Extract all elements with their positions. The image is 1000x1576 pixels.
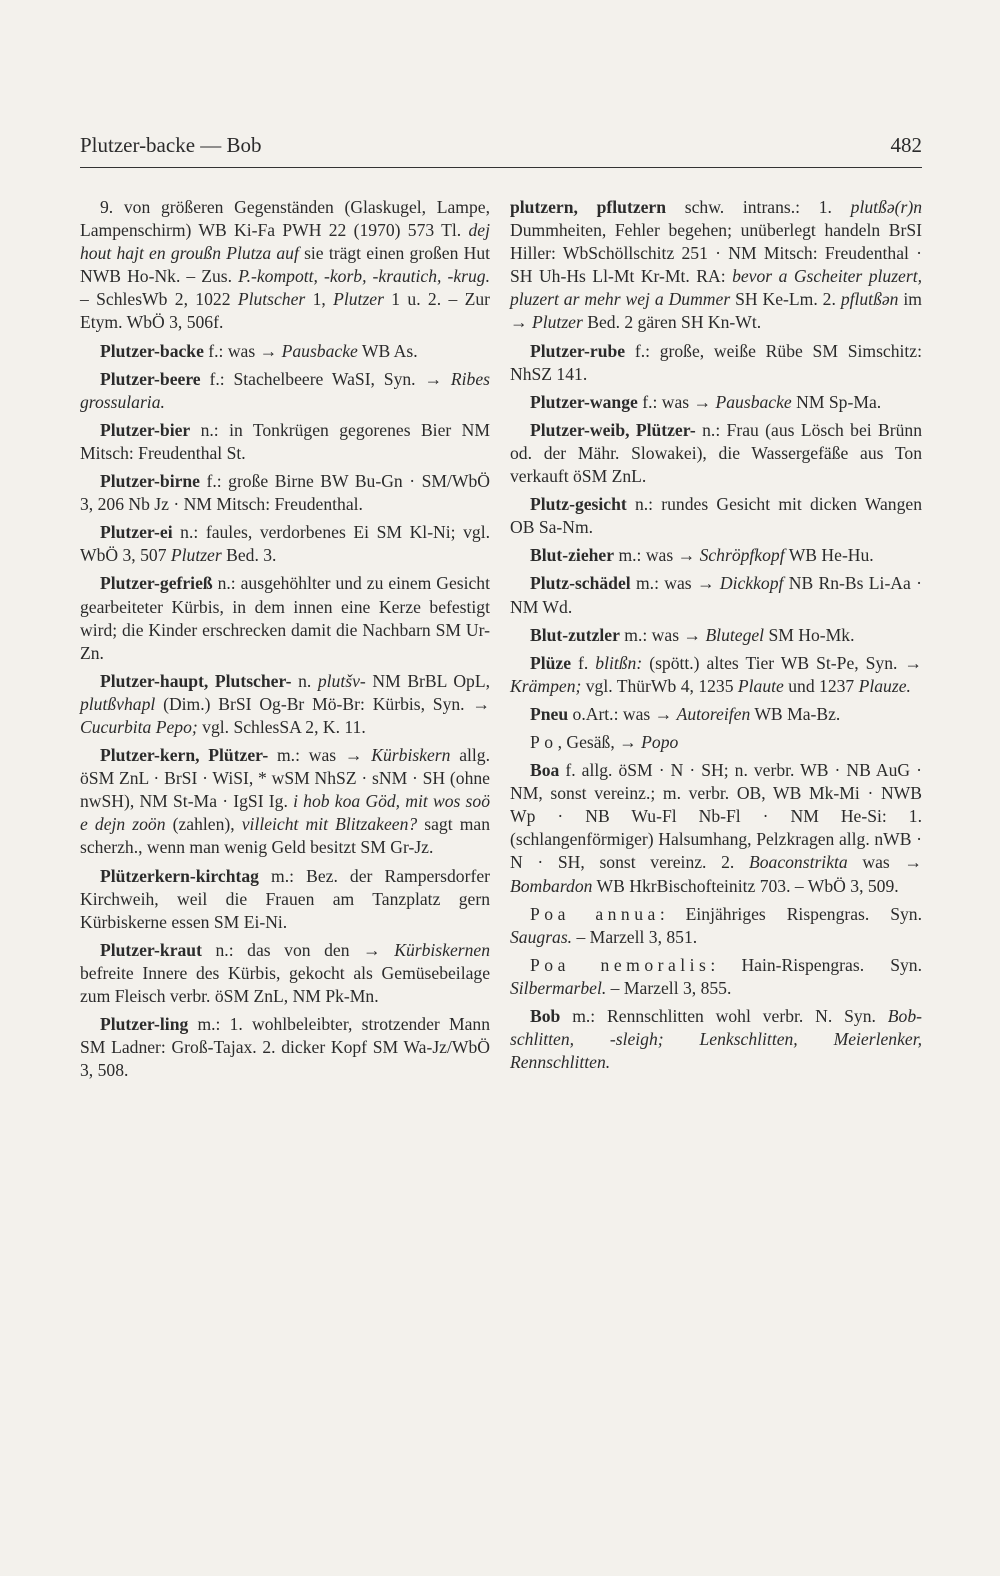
entry-italic-text: Plaute — [737, 675, 784, 696]
dictionary-entry — [510, 196, 922, 335]
entry-italic-text: Krämpen; — [510, 675, 582, 696]
entry-text: (Dim.) BrSI Og-Br Mö-Br: Kürbis, Syn. → — [155, 693, 490, 714]
running-header — [80, 133, 922, 168]
entry-text: f.: was → — [637, 391, 716, 412]
dictionary-entry — [80, 865, 490, 934]
entry-italic-text: Plutzer — [170, 545, 222, 566]
entry-italic-text: dej hout hajt en groußn Plutza auf — [80, 220, 490, 264]
entry-italic-text: Kürbiskern — [371, 745, 451, 766]
entry-headword: Plüze — [530, 652, 572, 673]
entry-text: WB He-Hu. — [784, 545, 874, 566]
entry-headword: Plutz-schädel — [530, 573, 631, 594]
dictionary-entry — [80, 521, 490, 567]
entry-text: m.: Rennschlitten wohl verbr. N. Syn. — [560, 1006, 888, 1026]
entry-text: befreite Innere des Kürbis, gekocht als Gemüsebeilage zum Fleisch verbr. öSM ZnL, NM Pk-Mn. — [80, 962, 490, 1006]
dictionary-entry — [80, 470, 490, 516]
dictionary-entry — [510, 903, 922, 949]
entry-text: f. — [571, 652, 596, 673]
entry-headword: Plutz-gesicht — [530, 494, 627, 515]
dictionary-entry — [510, 624, 922, 647]
entry-italic-text: bevor a Gscheiter pluzert, pluzert ar mehr wej a Dummer — [510, 266, 922, 310]
entry-italic-text: Bob-schlitten, -sleigh; Lenkschlitten, Meierlenker, Rennschlitten. — [510, 1006, 922, 1073]
entry-italic-text: Schröpfkopf — [699, 545, 785, 566]
entry-text: Poa nemoralis — [530, 954, 711, 975]
dictionary-entry — [80, 368, 490, 414]
entry-text: – Marzell 3, 855. — [606, 977, 732, 998]
entry-italic-text: Pausbacke — [281, 340, 358, 361]
entry-text: was → — [847, 852, 922, 873]
entry-italic-text: Saugras. — [510, 926, 573, 947]
entry-headword: Plutzer-beere — [100, 368, 201, 389]
dictionary-entry — [510, 652, 922, 698]
dictionary-entry — [510, 419, 922, 488]
entry-headword: plutzern, pflutzern — [510, 197, 667, 217]
right-column — [510, 196, 922, 1079]
dictionary-entry — [510, 544, 922, 567]
dictionary-entry — [510, 391, 922, 414]
entry-headword: Blut-zutzler — [530, 624, 620, 645]
entry-headword: Blut-zieher — [530, 545, 615, 566]
entry-text: NM BrBL OpL, — [365, 670, 490, 691]
entry-headword: Pneu — [530, 703, 569, 724]
entry-text: o.Art.: was → — [568, 703, 677, 724]
entry-text: WB As. — [357, 340, 418, 361]
dictionary-entry — [510, 703, 922, 726]
entry-headword: Plutzer-kern, Plützer- — [100, 745, 269, 766]
entry-headword: Plutzer-backe — [100, 340, 204, 361]
entry-text: allg. öSM ZnL · BrSI · WiSI, * wSM NhSZ · sNM · SH (ohne nwSH), NM St-Ma · IgSI Ig. — [80, 745, 490, 812]
entry-text: 9. von größeren Gegenständen (Glaskugel, Lampe, Lampenschirm) WB Ki-Fa PWH 22 (1970) 573 Tl. — [80, 197, 490, 241]
entry-italic-text: blitßn: — [595, 652, 643, 673]
entry-text: : Einjähriges Rispengras. Syn. — [659, 903, 922, 924]
entry-headword: Plützerkern-kirchtag — [100, 865, 259, 886]
entry-headword: Plutzer-wange — [530, 391, 638, 412]
entry-text: (spött.) altes Tier WB St-Pe, Syn. → — [642, 652, 922, 673]
entry-italic-text: Dickkopf — [719, 573, 784, 594]
entry-text: SH Ke-Lm. 2. — [730, 289, 841, 310]
entry-italic-text: Silbermarbel. — [510, 977, 607, 998]
entry-text: – Marzell 3, 851. — [572, 926, 698, 947]
entry-headword: Plutzer-ling — [100, 1014, 189, 1035]
entry-headword: Plutzer-haupt, Plutscher- — [100, 670, 292, 691]
entry-italic-text: Popo — [641, 731, 679, 752]
entry-text: f.: was → — [203, 340, 282, 361]
entry-italic-text: Plutzer — [532, 312, 583, 333]
entry-italic-text: Plauze. — [858, 675, 911, 696]
dictionary-entry — [510, 954, 922, 1000]
entry-italic-text: pflutßən — [840, 289, 899, 310]
entry-italic-text: Pausbacke — [715, 391, 792, 412]
entry-text: m.: was → — [619, 624, 706, 645]
entry-italic-text: villeicht mit Blitzakeen? — [241, 814, 418, 835]
entry-headword: Plutzer-rube — [530, 340, 626, 361]
entry-text: f. allg. öSM · N · SH; n. verbr. WB · NB AuG · NM, sonst vereinz.; m. verbr. OB, WB Mk-Mi · NWB Wp · NB Wu-Fl Nb-Fl · NM He-Si: 1. (schlangenförmiger) Halsumhang, Pelzkragen allg. nWB · N · SH, sonst vereinz. 2. — [510, 760, 922, 873]
dictionary-entry — [80, 744, 490, 859]
entry-italic-text: Autoreifen — [676, 703, 751, 724]
entry-text: m.: Bez. der Rampersdorfer Kirchweih, weil die Frauen am Tanzplatz gern Kürbiskerne essen SM Ei-Ni. — [80, 865, 490, 932]
entry-text: vgl. ThürWb 4, 1235 — [581, 675, 738, 696]
entry-text: sie trägt einen großen Hut NWB Ho-Nk. – Zus. — [80, 243, 490, 287]
entry-text: und 1237 — [783, 675, 859, 696]
entry-italic-text: plutßə(r)n — [850, 197, 922, 217]
dictionary-entry — [80, 572, 490, 664]
entry-text: (zahlen), — [165, 814, 242, 835]
entry-italic-text: P.-kompott, -korb, -krautich, -krug. — [238, 266, 490, 287]
entry-text: WB Ma-Bz. — [750, 703, 841, 724]
running-title: Plutzer-backe — Bob — [80, 133, 262, 157]
entry-text: n.: ausgehöhlter und zu einem Gesicht gearbeiteter Kürbis, in dem innen eine Kerze befestigt wird; die Kinder erschrecken damit die Nachbarn SM Ur-Zn. — [80, 573, 490, 663]
entry-text: n. — [291, 670, 318, 691]
page-number: 482 — [890, 133, 922, 157]
entry-text: f.: große Birne BW Bu-Gn · SM/WbÖ 3, 206 Nb Jz · NM Mitsch: Freudenthal. — [80, 471, 490, 515]
entry-text: NB Rn-Bs Li-Aa · NM Wd. — [510, 573, 922, 617]
entry-text: n.: in Tonkrügen gegorenes Bier NM Mitsch: Freudenthal St. — [80, 419, 490, 463]
entry-headword: Plutzer-birne — [100, 471, 200, 492]
dictionary-entry — [510, 1005, 922, 1074]
entry-italic-text: Plutzer — [333, 289, 384, 310]
dictionary-entry — [510, 572, 922, 618]
entry-text: m.: was → — [630, 573, 720, 594]
entry-text: Po — [530, 731, 558, 752]
entry-text: n.: rundes Gesicht mit dicken Wangen OB Sa-Nm. — [510, 494, 922, 538]
dictionary-entry — [510, 493, 922, 539]
entry-italic-text: Plutscher — [237, 289, 306, 310]
entry-text: f.: große, weiße Rübe SM Simschitz: NhSZ 141. — [510, 340, 922, 384]
entry-headword: Plutzer-kraut — [100, 939, 202, 960]
entry-italic-text: Boaconstrikta — [748, 852, 848, 873]
entry-text: , Gesäß, → — [557, 731, 642, 752]
dictionary-entry — [80, 939, 490, 1008]
entry-text: : Hain-Rispengras. Syn. — [710, 954, 923, 975]
entry-italic-text: Cucurbita Pepo; — [80, 716, 198, 737]
entry-text: m.: 1. wohlbeleibter, strotzender Mann SM Ladner: Groß-Tajax. 2. dicker Kopf SM Wa-Jz/WbÖ 3, 508. — [80, 1014, 490, 1081]
entry-italic-text: Ribes grossularia. — [80, 368, 490, 412]
dictionary-entry — [510, 731, 922, 754]
entry-headword: Plutzer-ei — [100, 522, 173, 543]
entry-text: schw. intrans.: 1. — [666, 197, 851, 217]
dictionary-entry — [80, 670, 490, 739]
entry-text: SM Ho-Mk. — [764, 624, 855, 645]
dictionary-entry — [80, 196, 490, 335]
entry-text: Poa annua — [530, 903, 660, 924]
entry-text: n.: Frau (aus Lösch bei Brünn od. der Mähr. Slowakei), die Wassergefäße aus Ton verkauft öSM ZnL. — [510, 419, 922, 487]
entry-headword: Boa — [530, 760, 560, 781]
entry-italic-text: i hob koa Göd, mit wos soö e dejn zoön — [80, 791, 491, 835]
dictionary-entry — [80, 1013, 490, 1082]
entry-text: NM Sp-Ma. — [791, 391, 882, 412]
dictionary-entry — [80, 340, 490, 363]
entry-text: im → — [510, 289, 922, 333]
entry-italic-text: Kürbiskernen — [394, 939, 490, 960]
entry-headword: Bob — [530, 1006, 561, 1026]
entry-italic-text: plutßvhapl — [80, 693, 156, 714]
dictionary-entry — [510, 759, 922, 898]
left-column — [80, 196, 490, 1087]
entry-text: Dummheiten, Fehler begehen; unüberlegt handeln BrSI Hiller: WbSchöllschitz 251 · NM Mitsch: Freudenthal · SH Uh-Hs Ll-Mt Kr-Mt. RA: — [510, 220, 922, 287]
entry-text: Bed. 3. — [221, 545, 277, 566]
entry-text: f.: Stachelbeere WaSI, Syn. → — [200, 368, 451, 389]
entry-text: m.: was → — [268, 745, 372, 766]
entry-text: WB HkrBischofteinitz 703. – WbÖ 3, 509. — [592, 875, 899, 896]
entry-headword: Plutzer-weib, Plützer- — [530, 419, 696, 440]
entry-italic-text: Blutegel — [705, 624, 765, 645]
entry-text: Bed. 2 gären SH Kn-Wt. — [582, 312, 762, 333]
entry-text: 1 u. 2. – Zur Etym. WbÖ 3, 506f. — [80, 289, 490, 333]
dictionary-entry — [80, 419, 490, 465]
entry-headword: Plutzer-gefrieß — [100, 573, 213, 594]
entry-italic-text: plutšv- — [317, 670, 366, 691]
entry-text: n.: faules, verdorbenes Ei SM Kl-Ni; vgl. WbÖ 3, 507 — [80, 522, 490, 566]
entry-headword: Plutzer-bier — [100, 419, 191, 440]
entry-text: – SchlesWb 2, 1022 — [80, 289, 238, 310]
entry-text: n.: das von den → — [201, 939, 395, 960]
entry-text: m.: was → — [614, 545, 700, 566]
entry-text: sagt man scherzh., wenn man wenig Geld besitzt SM Gr-Jz. — [80, 814, 490, 858]
entry-text: 1, — [305, 289, 334, 310]
entry-text: vgl. SchlesSA 2, K. 11. — [197, 716, 366, 737]
dictionary-entry — [510, 340, 922, 386]
entry-italic-text: Bombardon — [510, 875, 593, 896]
